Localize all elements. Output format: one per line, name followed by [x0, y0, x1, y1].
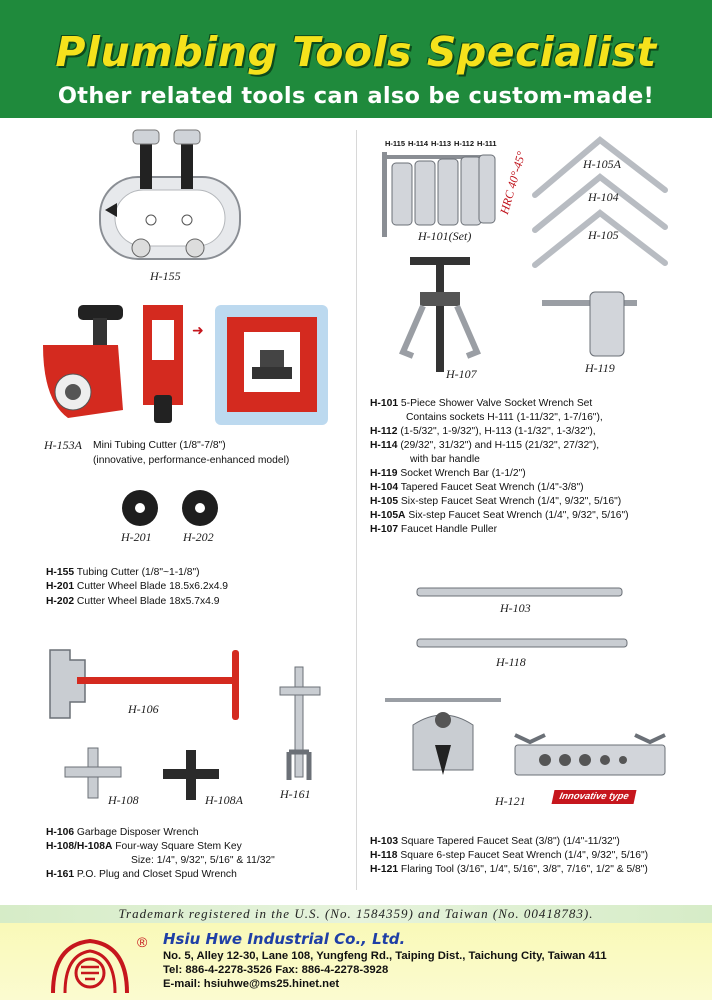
label-h101-set: H-101(Set): [418, 229, 472, 243]
spec-row: Contains sockets H-111 (1-11/32", 1-7/16"),: [406, 412, 603, 423]
label-h105: H-105: [588, 228, 619, 242]
spec-row: H-118 Square 6-step Faucet Seat Wrench (1/4", 9/32", 5/16"): [370, 850, 649, 861]
company-phone: Tel: 886-4-2278-3526 Fax: 886-4-2278-3928: [163, 964, 389, 976]
hrc-hardness-note: HRC 40°-45°: [497, 149, 529, 216]
h153a-desc-2: (innovative, performance-enhanced model): [93, 455, 290, 466]
flaring-tool-bar-image: [510, 730, 670, 785]
spec-row: H-201 Cutter Wheel Blade 18.5x6.2x4.9: [46, 581, 229, 592]
spec-row: H-112 (1-5/32", 1-9/32"), H-113 (1-1/32", 1-3/32"),: [370, 426, 596, 437]
label-socket: H-115: [385, 139, 406, 148]
seat-wrench-h118-image: [415, 636, 630, 650]
faucet-seat-h103-image: [415, 585, 625, 599]
label-h119: H-119: [585, 361, 615, 375]
spec-row: H-104 Tapered Faucet Seat Wrench (1/4"-3/8"): [370, 482, 584, 493]
mini-cutter-detail-image: [222, 312, 322, 418]
spec-row: H-108/H-108A Four-way Square Stem Key: [46, 841, 242, 852]
page-subtitle: Other related tools can also be custom-made!: [57, 83, 655, 109]
spec-row: H-101 5-Piece Shower Valve Socket Wrench Set: [370, 398, 593, 409]
spec-row: H-114 (29/32", 31/32") and H-115 (21/32", 27/32"),: [370, 440, 600, 451]
tubing-cutter-h155-image: [95, 125, 245, 275]
socket-set-h101-image: [376, 147, 498, 239]
company-logo-icon: [45, 935, 135, 995]
mini-cutter-side-image: [138, 300, 188, 430]
handle-puller-h107-image: [395, 252, 485, 377]
label-h153a: H-153A: [44, 438, 82, 452]
registered-mark: ®: [137, 934, 148, 950]
label-h104: H-104: [588, 190, 619, 204]
socket-bar-h119-image: [540, 290, 650, 365]
spec-row: H-161 P.O. Plug and Closet Spud Wrench: [46, 869, 237, 880]
company-name: Hsiu Hwe Industrial Co., Ltd.: [163, 930, 406, 948]
arrow-right-icon: ➜: [192, 322, 204, 338]
label-h107: H-107: [446, 367, 477, 381]
label-h201: H-201: [121, 530, 152, 544]
label-socket: H-111: [477, 139, 497, 148]
company-email: E-mail: hsiuhwe@ms25.hinet.net: [163, 978, 340, 990]
seat-wrenches-image: [530, 135, 690, 275]
spec-row: H-155 Tubing Cutter (1/8"~1-1/8"): [46, 567, 200, 578]
label-h161: H-161: [280, 787, 311, 801]
spec-row: with bar handle: [410, 454, 480, 465]
label-socket: H-113: [431, 139, 452, 148]
label-h103: H-103: [500, 601, 531, 615]
innovative-badge: Innovative type: [552, 790, 637, 804]
cutter-wheel-h201-image: [120, 488, 160, 528]
spec-row: H-121 Flaring Tool (3/16", 1/4", 5/16", 3/8", 7/16", 1/2" & 5/8"): [370, 864, 648, 875]
spec-row: H-105A Six-step Faucet Seat Wrench (1/4", 9/32", 5/16"): [370, 510, 629, 521]
label-h108: H-108: [108, 793, 139, 807]
column-divider: [356, 130, 357, 890]
h153a-desc-1: Mini Tubing Cutter (1/8"-7/8"): [93, 440, 226, 451]
trademark-note: Trademark registered in the U.S. (No. 1584359) and Taiwan (No. 00418783).: [118, 906, 594, 921]
label-h155: H-155: [150, 269, 181, 283]
spec-row: H-202 Cutter Wheel Blade 18x5.7x4.9: [46, 596, 220, 607]
label-h202: H-202: [183, 530, 214, 544]
label-h121: H-121: [495, 794, 526, 808]
header-banner: [0, 0, 712, 118]
spec-row: H-107 Faucet Handle Puller: [370, 524, 498, 535]
spud-wrench-h161-image: [275, 662, 325, 787]
company-address: No. 5, Alley 12-30, Lane 108, Yungfeng Rd., Taiping Dist., Taichung City, Taiwan 411: [163, 950, 607, 962]
label-h118: H-118: [496, 655, 526, 669]
label-h106: H-106: [128, 702, 159, 716]
label-socket: H-114: [408, 139, 429, 148]
mini-cutter-h153a-image: [38, 300, 128, 430]
flaring-tool-yoke-image: [383, 690, 503, 790]
spec-row: H-119 Socket Wrench Bar (1-1/2"): [370, 468, 526, 479]
spec-row: Size: 1/4", 9/32", 5/16" & 11/32": [131, 855, 275, 866]
label-socket: H-112: [454, 139, 475, 148]
stem-key-h108-image: [62, 745, 124, 800]
spec-row: H-105 Six-step Faucet Seat Wrench (1/4", 9/32", 5/16"): [370, 496, 622, 507]
label-h108a: H-108A: [205, 793, 243, 807]
spec-row: H-106 Garbage Disposer Wrench: [46, 827, 199, 838]
spec-row: H-103 Square Tapered Faucet Seat (3/8") (1/4"-11/32"): [370, 836, 620, 847]
cutter-wheel-h202-image: [180, 488, 220, 528]
label-h105a: H-105A: [583, 157, 621, 171]
page-title: Plumbing Tools Specialist: [55, 28, 657, 76]
